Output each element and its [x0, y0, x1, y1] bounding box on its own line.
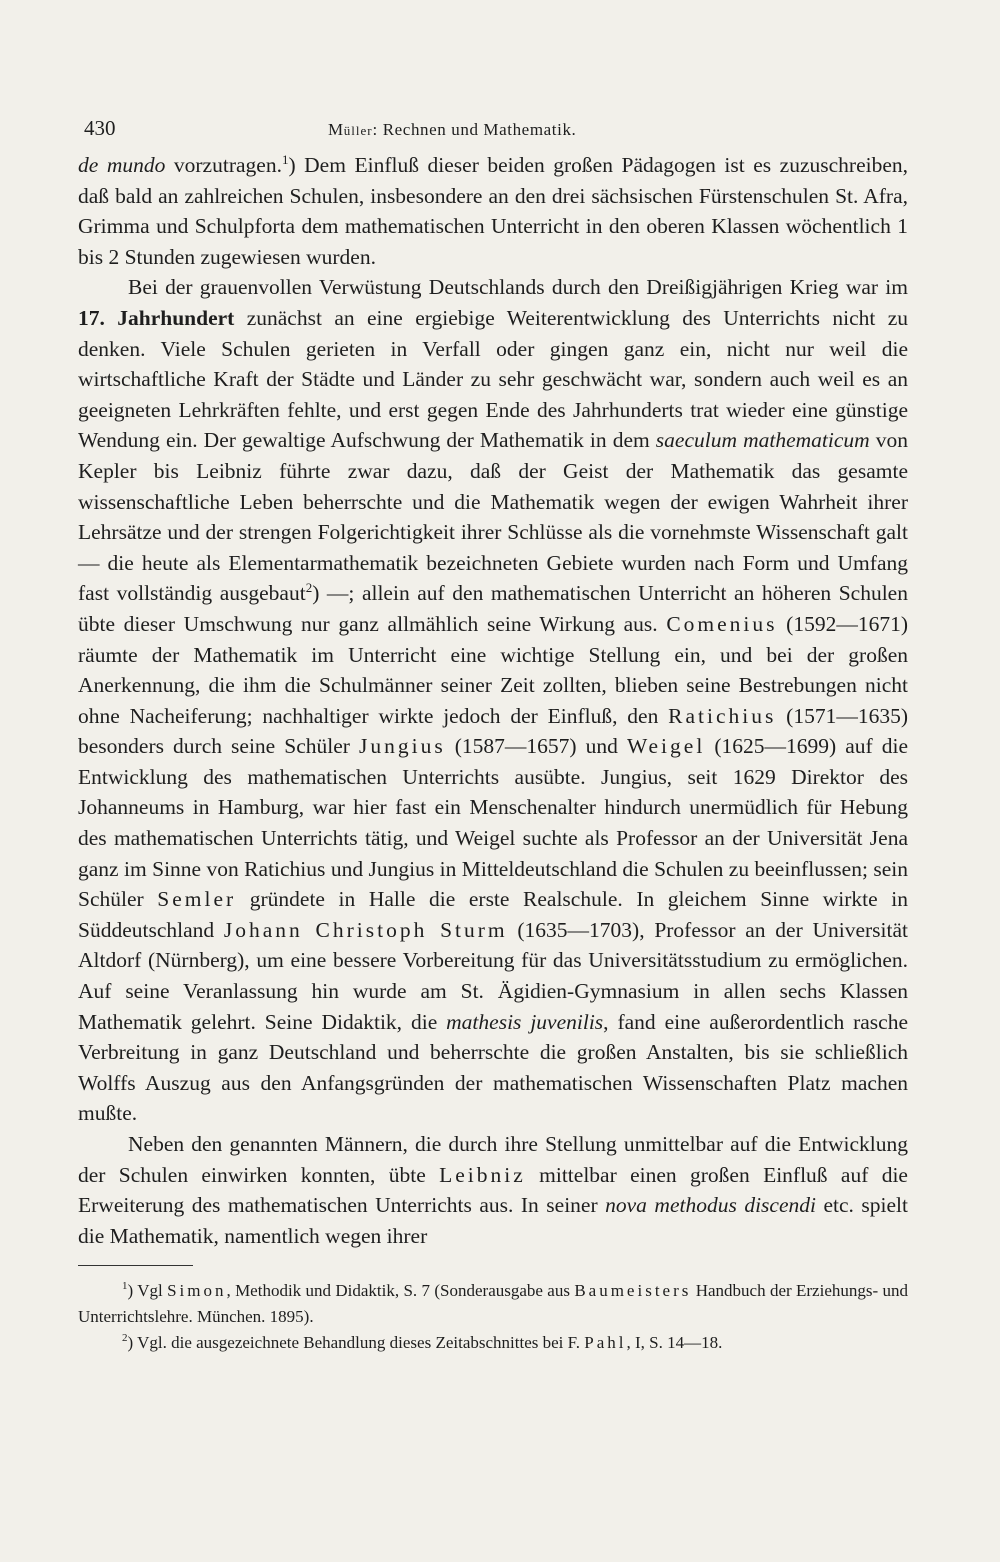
footnote-mark: 1: [122, 1280, 128, 1293]
paragraph-3: [78, 1129, 908, 1251]
italic-term: mathesis juvenilis: [446, 1009, 604, 1034]
text-run: , fand eine außerordentlich rasche Verbreitung in ganz Deutschland und beherrschte die großen Anstalten, bis sie schließlich Wolffs Auszug aus den Anfangsgründen der mathematischen Wissenschaften Platz machen mußte.: [78, 1009, 909, 1126]
text-run: (1625—1699) auf die Entwicklung des mathematischen Unterrichts ausübte. Jungius, seit 1629 Direktor des Johanneums in Hamburg, war hier fast ein Menschenalter hindurch unermüdlich für Hebung des mathematischen Unterrichts tätig, und Weigel suchte als Professor an der Universität Jena ganz im Sinne von Ratichius und Jungius in Mitteldeutschland die Schulen zu beeinflussen; sein Schüler: [78, 734, 908, 912]
text-run: Neben den genannten Männern, die durch ihre Stellung unmittelbar auf die Entwicklung der Schulen einwirken konnten, übte: [78, 1132, 908, 1187]
footnote-mark: 2: [122, 1332, 128, 1345]
text-run: (1592—1671) räumte der Mathematik im Unterricht eine wichtige Stellung ein, und bei der großen Anerkennung, die ihm die Schulmänner seiner Zeit zollten, blieben seine Bestrebungen nicht ohne Nacheiferung; nachhaltiger wirkte jedoch der Einfluß, den: [78, 611, 908, 728]
book-page: [78, 110, 908, 1356]
text-run: (1635—1703), Professor an der Universität Altdorf (Nürnberg), um eine bessere Vorbereitung für das Universitätsstudium zu ermöglichen. Auf seine Veranlassung hin wurde am St. Ägidien-Gymnasium in allen sechs Klassen Mathematik gelehrt. Seine Didaktik, die: [78, 917, 909, 1034]
text-run: Handbuch der Erziehungs- und Unterrichtslehre. München. 1895).: [78, 1281, 908, 1327]
text-run: mittelbar einen großen Einfluß auf die Erweiterung des mathematischen Unterrichts aus. In seiner: [78, 1162, 908, 1218]
text-run: etc. spielt die Mathematik, namentlich wegen ihrer: [78, 1193, 908, 1248]
spaced-name: Weigel: [626, 734, 706, 759]
running-head: [328, 120, 576, 140]
text-run: ) Dem Einfluß dieser beiden großen Pädagogen ist es zuzuschreiben, daß bald an zahlreichen Schulen, insbesondere an den drei sächsischen Fürstenschulen St. Afra, Grimma und Schulpforta dem mathematischen Unterricht in den oberen Klassen wöchentlich 1 bis 2 Stunden zugewiesen wurden.: [78, 153, 908, 269]
running-head-author-initial: M: [328, 120, 344, 139]
text-run: ) Vgl. die ausgezeichnete Behandlung dieses Zeitabschnittes bei F.: [127, 1333, 585, 1353]
running-head-title: : Rechnen und Mathematik.: [372, 120, 577, 139]
text-run: gründete in Halle die erste Realschule. In gleichem Sinne wirkte in Süddeutschland: [78, 887, 908, 942]
paragraph-2: [78, 272, 908, 1129]
spaced-name: Simon: [167, 1281, 227, 1301]
text-run: (1587—1657) und: [445, 734, 627, 759]
italic-term: de mundo: [78, 153, 166, 177]
spaced-name: Pahl: [584, 1333, 627, 1353]
footnotes: [78, 1278, 908, 1356]
spaced-name: Semler: [157, 887, 237, 912]
running-head-author-rest: üller: [343, 123, 373, 138]
footnote-ref-2: 2: [305, 580, 313, 596]
spaced-name: Johann Christoph Sturm: [223, 917, 508, 942]
spaced-name: Jungius: [358, 734, 446, 759]
footnote-2: [78, 1330, 908, 1356]
text-run: Bei der grauenvollen Verwüstung Deutschlands durch den Dreißigjährigen Krieg war im: [128, 275, 908, 300]
text-run: zunächst an eine ergiebige Weiterentwicklung des Unterrichts nicht zu denken. Viele Schulen gerieten in Verfall oder gingen ganz ein, nicht nur weil die wirtschaftliche Kraft der Städte und Länder zu sehr geschwächt war, sondern auch weil es an geeigneten Lehrkräften fehlte, und erst gegen Ende des Jahrhunderts trat wieder eine günstige Wendung ein. Der gewaltige Aufschwung der Mathematik in dem: [78, 305, 909, 453]
text-run: , I, S. 14—18.: [626, 1333, 723, 1353]
footnote-divider: [78, 1265, 193, 1266]
text-run: ) —; allein auf den mathematischen Unterricht an höheren Schulen übte dieser Umschwung nur ganz allmählich seine Wirkung aus.: [78, 581, 908, 636]
spaced-name: Leibniz: [439, 1162, 526, 1187]
spaced-name: Comenius: [666, 611, 778, 636]
spaced-name: Ratichius: [668, 703, 777, 728]
footnote-1: [78, 1278, 908, 1330]
page-header: [78, 110, 908, 150]
page-number: 430: [84, 116, 116, 140]
text-run: vorzutragen.: [165, 153, 282, 177]
text-run: , Methodik und Didaktik, S. 7 (Sonderausgabe aus: [226, 1281, 575, 1301]
spaced-name: Baumeisters: [574, 1281, 692, 1301]
bold-term: 17. Jahrhundert: [78, 305, 235, 330]
footnote-ref-1: 1: [281, 152, 289, 167]
paragraph-1: [78, 150, 908, 272]
italic-term: nova methodus discendi: [605, 1193, 816, 1218]
text-run: (1571—1635) besonders durch seine Schüler: [78, 703, 908, 759]
body-text: [78, 150, 908, 1251]
text-run: von Kepler bis Leibniz führte zwar dazu, daß der Geist der Mathematik das gesamte wissenschaftliche Leben beherrschte und die Mathematik wegen der ewigen Wahrheit ihrer Lehrsätze und der strengen Folgerichtigkeit ihrer Schlüsse als die vornehmste Wissenschaft galt — die heute als Elementarmathematik bezeichneten Gebiete wurden nach Form und Umfang fast vollständig ausgebaut: [78, 428, 909, 606]
text-run: ) Vgl: [127, 1281, 168, 1301]
italic-term: saeculum mathematicum: [655, 428, 870, 453]
